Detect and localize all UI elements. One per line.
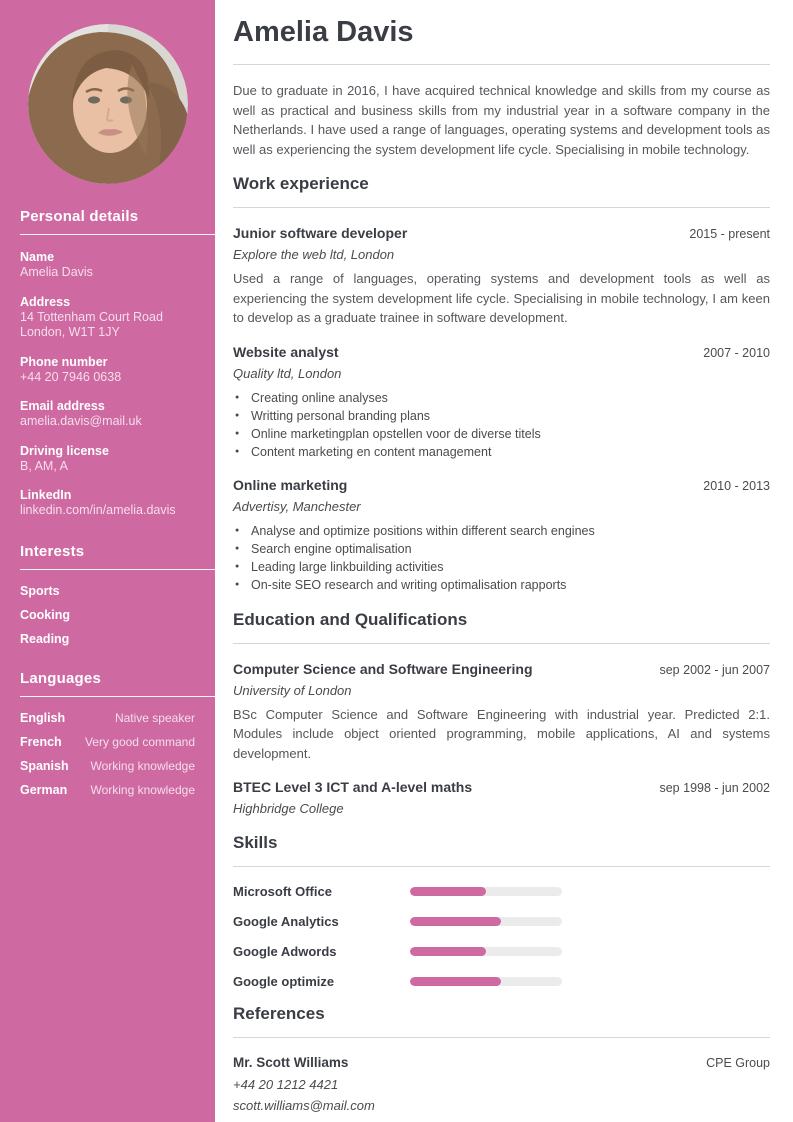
job-bullet-list — [233, 389, 770, 461]
skill-bar-fill — [410, 917, 501, 926]
detail-value — [20, 414, 195, 430]
interests-section — [0, 543, 215, 646]
languages-section — [0, 670, 215, 797]
detail-value-line: London, W1T 1JY — [20, 325, 120, 339]
language-level: Working knowledge — [90, 782, 195, 797]
bullet-item: ● Search engine optimalisation — [233, 540, 770, 558]
reference-phone: +44 20 1212 4421 — [233, 1077, 339, 1092]
section-divider — [233, 207, 770, 208]
job-title: Website analyst — [233, 343, 339, 360]
sidebar-divider — [20, 696, 215, 697]
interests-title: Interests — [20, 542, 85, 560]
education-entry — [233, 660, 770, 764]
sidebar-divider — [20, 234, 215, 235]
skill-bar-track — [410, 917, 562, 926]
work-entry — [233, 224, 770, 328]
profile-summary: Due to graduate in 2016, I have acquired technical knowledge and skills from my course as well as practical and business skills from my industrial year in a software company in the Netherlands. I have used a range of languages, operating systems and development tools as well as experiencing the system development life cycle. Specialising in mobile technology. — [233, 83, 770, 157]
bullet-item: ● Leading large linkbuilding activities — [233, 558, 770, 576]
skill-row — [233, 943, 770, 959]
detail-value — [20, 265, 195, 281]
skill-row — [233, 883, 770, 899]
bullet-item: ● Writting personal branding plans — [233, 407, 770, 425]
detail-value — [20, 503, 195, 519]
interest-list — [20, 584, 195, 646]
references-title: References — [233, 1004, 325, 1023]
languages-title: Languages — [20, 669, 101, 687]
job-company: Explore the web ltd, London — [233, 247, 395, 262]
work-entry-head — [233, 476, 770, 494]
degree-title: Computer Science and Software Engineering — [233, 660, 533, 677]
detail-label: Address — [20, 294, 71, 309]
detail-value-line: 14 Tottenham Court Road — [20, 309, 163, 324]
reference-name: Mr. Scott Williams — [233, 1055, 349, 1070]
section-divider — [233, 64, 770, 65]
work-experience-title: Work experience — [233, 174, 369, 193]
detail-value — [20, 459, 195, 475]
skill-bar-track — [410, 887, 562, 896]
language-level: Very good command — [84, 734, 195, 749]
work-entry-head — [233, 343, 770, 361]
personal-detail-item — [20, 294, 195, 341]
section-divider — [233, 1037, 770, 1038]
school-name: Highbridge College — [233, 801, 344, 816]
skill-name: Google Analytics — [233, 913, 339, 929]
work-entry — [233, 476, 770, 594]
work-experience-section — [233, 173, 770, 594]
job-period: 2015 - present — [689, 227, 770, 241]
work-entry-head — [233, 224, 770, 242]
education-section — [233, 609, 770, 818]
reference-company: CPE Group — [706, 1056, 770, 1070]
job-company: Quality ltd, London — [233, 365, 342, 381]
skill-name: Microsoft Office — [233, 883, 332, 899]
education-period: sep 2002 - jun 2007 — [659, 662, 770, 677]
skill-bar-fill — [410, 977, 501, 986]
interest-item: Sports — [20, 583, 60, 598]
detail-value-line: amelia.davis@mail.uk — [20, 414, 142, 428]
job-title: Online marketing — [233, 476, 348, 493]
language-level: Working knowledge — [90, 758, 195, 773]
bullet-item: ● Online marketingplan opstellen voor de diverse titels — [233, 425, 770, 443]
education-description: BSc Computer Science and Software Engineering with industrial year. Predicted 2:1. Modules include object oriented programming, mobile applications, AI and systems development. — [233, 706, 770, 761]
personal-detail-item — [20, 398, 195, 430]
bullet-item: ● Analyse and optimize positions within different search engines — [233, 522, 770, 540]
education-period: sep 1998 - jun 2002 — [659, 781, 770, 795]
detail-value-line: +44 20 7946 0638 — [20, 369, 122, 384]
skill-bar-fill — [410, 887, 486, 896]
skills-section — [233, 832, 770, 989]
skill-name: Google Adwords — [233, 943, 337, 959]
job-company: Advertisy, Manchester — [233, 498, 361, 514]
job-period: 2010 - 2013 — [703, 478, 770, 493]
skill-name: Google optimize — [233, 973, 335, 989]
language-row — [20, 759, 195, 773]
education-title: Education and Qualifications — [233, 609, 468, 629]
references-section — [233, 1003, 770, 1114]
language-name: French — [20, 734, 62, 749]
section-divider — [233, 643, 770, 644]
reference-email: scott.williams@mail.com — [233, 1098, 375, 1113]
detail-value — [20, 370, 195, 386]
skill-row — [233, 973, 770, 989]
bullet-item: ● Content marketing en content management — [233, 443, 770, 461]
interest-item: Cooking — [20, 607, 70, 622]
job-title: Junior software developer — [233, 225, 408, 241]
personal-detail-item — [20, 354, 195, 386]
personal-details-title: Personal details — [20, 208, 139, 225]
job-bullet-list — [233, 522, 770, 594]
degree-title: BTEC Level 3 ICT and A-level maths — [233, 779, 473, 795]
detail-value — [20, 310, 195, 341]
personal-detail-item — [20, 249, 195, 281]
detail-label: Name — [20, 250, 55, 264]
sidebar-divider — [20, 569, 215, 570]
main-content — [233, 0, 770, 1122]
page-title: Amelia Davis — [233, 16, 414, 48]
bullet-item: ● Creating online analyses — [233, 389, 770, 407]
bullet-item: ● On-site SEO research and writing optimalisation rapports — [233, 576, 770, 594]
education-entry-head — [233, 778, 770, 796]
language-name: English — [20, 710, 66, 725]
detail-value-line: B, AM, A — [20, 458, 68, 473]
detail-value-line: linkedin.com/in/amelia.davis — [20, 503, 176, 517]
education-entry — [233, 778, 770, 817]
language-level: Native speaker — [114, 710, 195, 725]
skill-row — [233, 913, 770, 929]
reference-entry — [233, 1054, 770, 1114]
detail-label: LinkedIn — [20, 488, 72, 502]
portrait-illustration — [28, 24, 188, 184]
job-description: Used a range of languages, operating systems and development tools as well as experiencing the system development life cycle. Specialising in mobile technology, I am keen to develop as a graduate trainee in software development. — [233, 271, 770, 325]
skill-bar-track — [410, 977, 562, 986]
education-entry-head — [233, 660, 770, 678]
school-name: University of London — [233, 682, 352, 698]
sidebar — [0, 0, 215, 1122]
personal-detail-item — [20, 487, 195, 519]
detail-label: Phone number — [20, 354, 108, 369]
section-divider — [233, 866, 770, 867]
job-period: 2007 - 2010 — [703, 345, 770, 360]
profile-photo — [28, 24, 188, 184]
skills-title: Skills — [233, 833, 278, 852]
detail-label: Driving license — [20, 443, 109, 458]
language-row — [20, 735, 195, 749]
personal-details-section — [0, 208, 215, 519]
interest-item: Reading — [20, 631, 70, 646]
language-row — [20, 783, 195, 797]
skill-bar-fill — [410, 947, 486, 956]
work-entry — [233, 343, 770, 461]
reference-head — [233, 1054, 770, 1072]
detail-label: Email address — [20, 399, 105, 413]
detail-value-line: Amelia Davis — [20, 265, 93, 279]
language-name: Spanish — [20, 758, 69, 773]
skill-bar-track — [410, 947, 562, 956]
personal-detail-item — [20, 443, 195, 475]
language-name: German — [20, 782, 68, 797]
language-row — [20, 711, 195, 725]
